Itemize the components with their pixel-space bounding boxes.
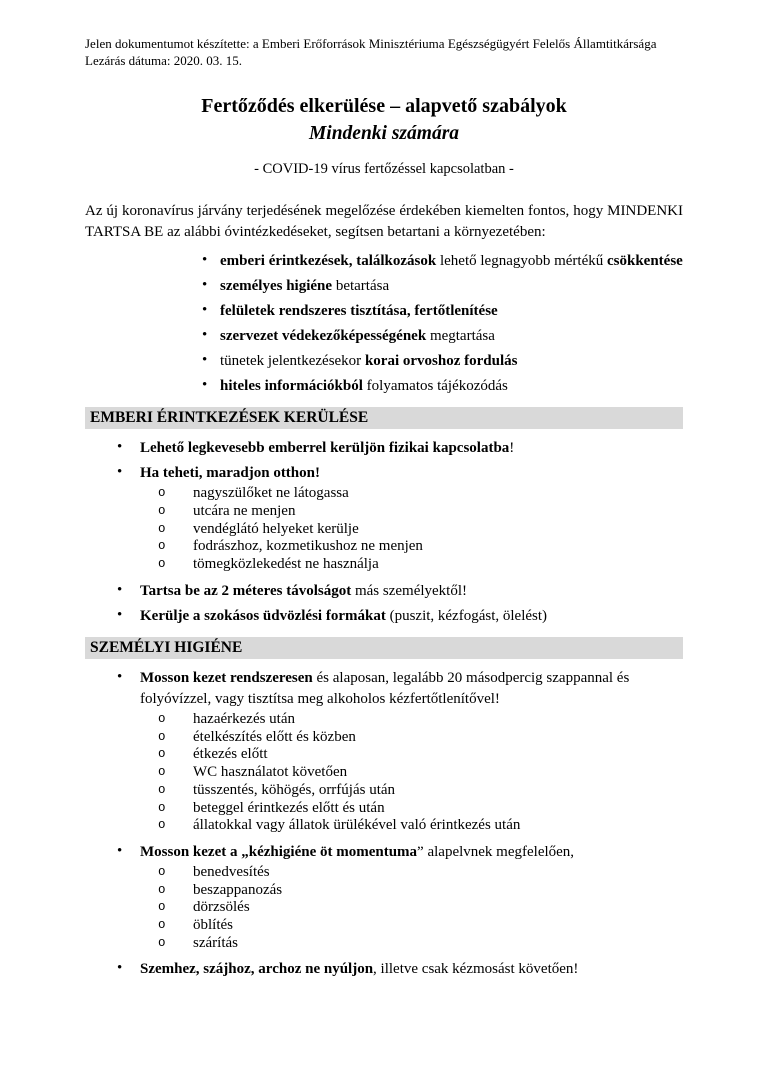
sub-rule-item — [158, 782, 683, 800]
list-item-text: tömegközlekedést ne használja — [193, 556, 379, 573]
overview-bullet — [200, 251, 683, 272]
bullet-icon: o — [158, 521, 166, 536]
bold-text: felületek rendszeres tisztítása, fertőtlenítése — [220, 302, 498, 319]
bullet-icon: o — [158, 900, 166, 915]
sub-rule-item — [158, 503, 683, 521]
bullet-icon: • — [117, 464, 123, 481]
sub-rule-item — [158, 935, 683, 953]
bullet-icon: o — [158, 486, 166, 501]
overview-bullet — [200, 351, 683, 372]
section-bullet-list — [85, 668, 683, 980]
sub-rule-item — [158, 556, 683, 574]
bold-text: szervezet védekezőképességének — [220, 327, 427, 344]
list-item-text: hazaérkezés után — [193, 711, 296, 728]
sub-rule-item — [158, 800, 683, 818]
bullet-icon: o — [158, 539, 166, 554]
overview-bullet — [200, 301, 683, 322]
document-title: Fertőződés elkerülése – alapvető szabályok — [201, 95, 567, 118]
list-item-text: tüsszentés, köhögés, orrfújás után — [193, 781, 396, 798]
document-header — [85, 36, 683, 69]
sub-bullet-list — [140, 485, 683, 573]
section-heading: EMBERI ÉRINTKEZÉSEK KERÜLÉSE — [85, 407, 683, 429]
list-item-text: benedvesítés — [193, 863, 270, 880]
prepared-by-line: Jelen dokumentumot készítette: a Emberi Erőforrások Minisztériuma Egészségügyért Felelős Államtitkársága — [85, 36, 657, 51]
bullet-icon: o — [158, 712, 166, 727]
sub-rule-item — [158, 882, 683, 900]
list-item-text — [220, 253, 683, 269]
rule-item — [115, 842, 683, 952]
rule-item — [115, 606, 683, 627]
bullet-icon: • — [202, 326, 208, 343]
rule-item — [115, 438, 683, 459]
overview-bullet — [200, 326, 683, 347]
list-item-text: utcára ne menjen — [193, 502, 296, 519]
bold-text: Mosson kezet rendszeresen — [140, 670, 313, 687]
list-item-text — [220, 303, 498, 319]
rule-item — [115, 959, 683, 980]
list-item-text: dörzsölés — [193, 899, 250, 916]
sub-bullet-list — [140, 711, 683, 835]
list-item-text — [140, 583, 467, 599]
bullet-icon: • — [202, 276, 208, 293]
bullet-icon: o — [158, 557, 166, 572]
rule-item — [115, 581, 683, 602]
sub-rule-item — [158, 899, 683, 917]
bullet-icon: o — [158, 864, 166, 879]
sub-rule-item — [158, 521, 683, 539]
rule-item — [115, 668, 683, 835]
bullet-icon: • — [117, 842, 123, 859]
list-item-text: beteggel érintkezés előtt és után — [193, 799, 385, 816]
bullet-icon: • — [117, 439, 123, 456]
list-item-text — [140, 844, 574, 860]
bold-text: Lehető legkevesebb emberrel kerüljön fizikai kapcsolatba — [140, 440, 510, 457]
bullet-icon: o — [158, 818, 166, 833]
bold-text: hiteles információkból — [220, 377, 363, 394]
overview-bullet-list — [85, 251, 683, 397]
list-item-text: nagyszülőket ne látogassa — [193, 485, 349, 502]
bold-text: személyes higiéne — [220, 277, 333, 294]
list-item-text — [140, 465, 320, 481]
sub-bullet-list — [140, 864, 683, 952]
list-item-text — [220, 278, 389, 294]
document-subtitle: Mindenki számára — [308, 123, 460, 145]
regular-text: lehető legnagyobb mértékű — [436, 252, 607, 269]
list-item-text: beszappanozás — [193, 881, 283, 898]
bullet-icon: o — [158, 800, 166, 815]
bold-text: Ha teheti, maradjon otthon! — [140, 465, 320, 482]
regular-text: , illetve csak kézmosást követően! — [373, 961, 579, 978]
list-item-text: szárítás — [193, 934, 238, 951]
bullet-icon: • — [117, 606, 123, 623]
list-item-text: ételkészítés előtt és közben — [193, 728, 356, 745]
bold-text: Kerülje a szokásos üdvözlési formákat — [140, 607, 386, 624]
bold-text: csökkentése — [607, 252, 683, 269]
bold-text: Tartsa be az 2 méteres távolságot — [140, 582, 352, 599]
sub-rule-item — [158, 711, 683, 729]
bold-text: korai orvoshoz fordulás — [364, 352, 518, 369]
regular-text: és alaposan, legalább 20 másodpercig szappannal és folyóvízzel, vagy tisztítsa meg alkoholos kézfertőtlenítővel! — [140, 670, 630, 708]
bullet-icon: o — [158, 765, 166, 780]
sub-rule-item — [158, 817, 683, 835]
regular-text: megtartása — [426, 327, 495, 344]
sub-rule-item — [158, 917, 683, 935]
list-item-text: fodrászhoz, kozmetikushoz ne menjen — [193, 538, 423, 555]
rule-item — [115, 463, 683, 573]
regular-text: más személyektől! — [351, 582, 468, 599]
overview-bullet — [200, 276, 683, 297]
bold-text: Mosson kezet a „kézhigiéne öt momentuma — [140, 843, 418, 860]
list-item-text — [220, 353, 517, 369]
list-item-text — [140, 961, 578, 977]
regular-text: tünetek jelentkezésekor — [220, 352, 365, 369]
bullet-icon: o — [158, 503, 166, 518]
bullet-icon: • — [202, 351, 208, 368]
bullet-icon: o — [158, 729, 166, 744]
list-item-text: étkezés előtt — [193, 746, 268, 763]
regular-text: ! — [509, 440, 515, 457]
section-heading: SZEMÉLYI HIGIÉNE — [85, 637, 683, 659]
regular-text: folyamatos tájékozódás — [362, 377, 508, 394]
bullet-icon: o — [158, 935, 166, 950]
bullet-icon: o — [158, 882, 166, 897]
list-item-text: WC használatot követően — [193, 764, 348, 781]
bullet-icon: • — [202, 301, 208, 318]
list-item-text: állatokkal vagy állatok ürülékével való érintkezés után — [193, 817, 521, 834]
bullet-icon: • — [117, 960, 123, 977]
sub-rule-item — [158, 729, 683, 747]
bullet-icon: • — [117, 581, 123, 598]
regular-text: (puszit, kézfogást, ölelést) — [385, 607, 548, 624]
sub-rule-item — [158, 538, 683, 556]
bullet-icon: • — [202, 251, 208, 268]
bold-text: emberi érintkezések, találkozások — [220, 252, 437, 269]
list-item-text: vendéglátó helyeket kerülje — [193, 520, 359, 537]
sub-rule-item — [158, 746, 683, 764]
section-bullet-list — [85, 438, 683, 626]
list-item-text — [220, 328, 495, 344]
bullet-icon: o — [158, 747, 166, 762]
closing-date-line: Lezárás dátuma: 2020. 03. 15. — [85, 52, 243, 68]
list-item-text — [140, 608, 547, 624]
sub-rule-item — [158, 485, 683, 503]
regular-text: betartása — [332, 277, 390, 294]
overview-bullet — [200, 376, 683, 397]
list-item-text: öblítés — [193, 916, 233, 933]
covid-tagline: - COVID-19 vírus fertőzéssel kapcsolatban - — [254, 160, 514, 177]
list-item-text — [220, 378, 508, 394]
bullet-icon: • — [202, 376, 208, 393]
list-item-text — [140, 670, 629, 707]
sections-container — [85, 407, 683, 980]
sub-rule-item — [158, 764, 683, 782]
sub-rule-item — [158, 864, 683, 882]
bullet-icon: o — [158, 782, 166, 797]
bullet-icon: o — [158, 917, 166, 932]
regular-text: ” alapelvnek megfelelően, — [417, 843, 575, 860]
bold-text: Szemhez, szájhoz, archoz ne nyúljon — [140, 961, 374, 978]
bullet-icon: • — [117, 669, 123, 686]
intro-paragraph: Az új koronavírus járvány terjedésének megelőzése érdekében kiemelten fontos, hogy MINDENKI TARTSA BE az alábbi óvintézkedéseket, segítsen betartani a környezetében: — [85, 202, 683, 240]
list-item-text — [140, 440, 514, 456]
